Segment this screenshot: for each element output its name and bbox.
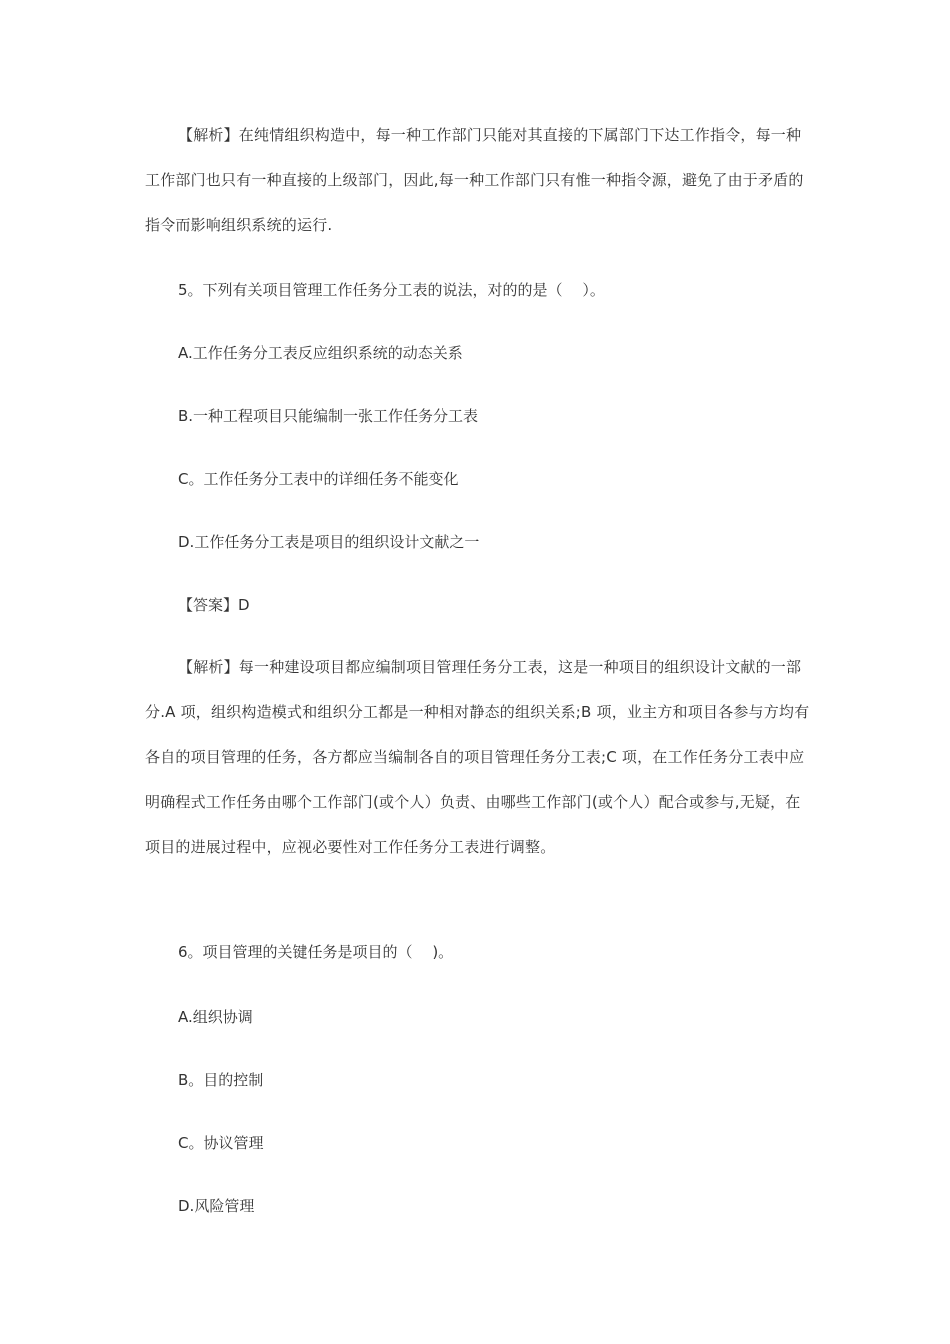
question-6-option-d: D.风险管理 xyxy=(178,1197,255,1215)
question-6: 6。项目管理的关键任务是项目的（ )。 xyxy=(178,943,454,961)
question-6-option-c: C。协议管理 xyxy=(178,1134,264,1152)
answer-5: 【答案】D xyxy=(178,596,250,614)
question-5-option-a: A.工作任务分工表反应组织系统的动态关系 xyxy=(178,344,463,362)
question-5-option-d: D.工作任务分工表是项目的组织设计文献之一 xyxy=(178,533,480,551)
question-5-option-c: C。工作任务分工表中的详细任务不能变化 xyxy=(178,470,459,488)
question-6-option-a: A.组织协调 xyxy=(178,1008,253,1026)
analysis-paragraph-1: 【解析】在纯情组织构造中，每一种工作部门只能对其直接的下属部门下达工作指令，每一种工作部门也只有一种直接的上级部门，因此,每一种工作部门只有惟一种指令源，避免了由于矛盾的指令而影响组织系统的运行. xyxy=(145,126,804,234)
question-5: 5。下列有关项目管理工作任务分工表的说法，对的的是（ ）。 xyxy=(178,281,605,299)
question-5-option-b: B.一种工程项目只能编制一张工作任务分工表 xyxy=(178,407,479,425)
question-6-option-b: B。目的控制 xyxy=(178,1071,264,1089)
analysis-paragraph-5: 【解析】每一种建设项目都应编制项目管理任务分工表，这是一种项目的组织设计文献的一部分.A 项，组织构造模式和组织分工都是一种相对静态的组织关系;B 项，业主方和项目各参与方均有各自的项目管理的任务，各方都应当编制各自的项目管理任务分工表;C 项，在工作任务分工表中应明确程式工作任务由哪个工作部门(或个人）负责、由哪些工作部门(或个人）配合或参与,无疑，在项目的进展过程中，应视必要性对工作任务分工表进行调整。 xyxy=(145,658,810,856)
